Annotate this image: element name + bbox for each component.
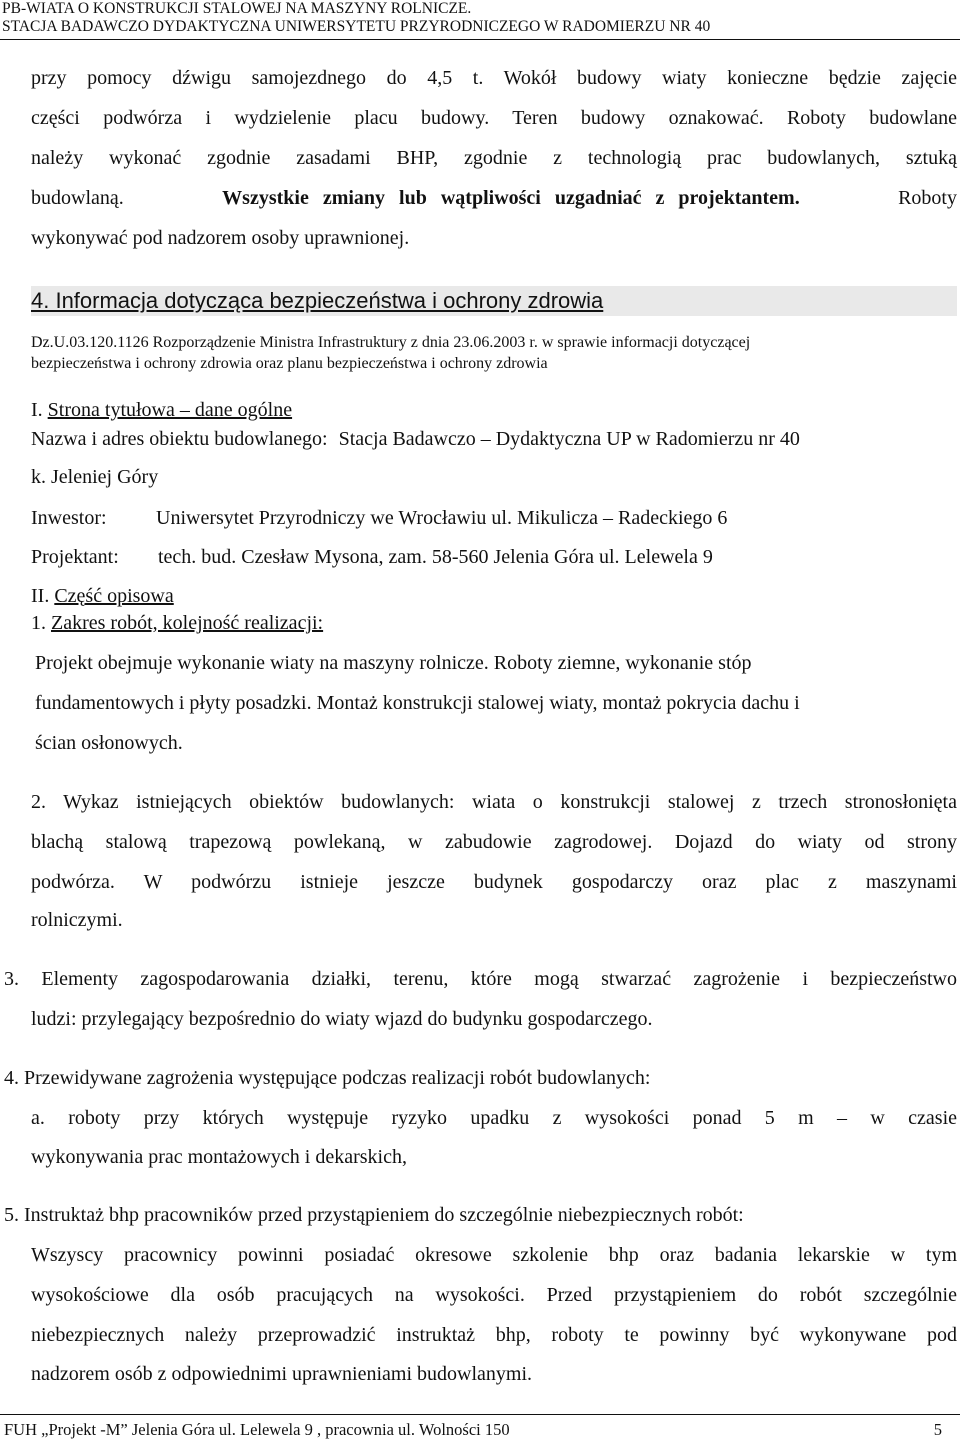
page-header (0, 0, 960, 44)
part1-number: I. (31, 399, 43, 421)
item4-line-1: 4. Przewidywane zagrożenia występujące podczas realizacji robót budowlanych: (4, 1067, 651, 1089)
item1-line-1: Projekt obejmuje wykonanie wiaty na maszyny rolnicze. Roboty ziemne, wykonanie stóp (35, 652, 752, 674)
footer-text: FUH „Projekt -M” Jelenia Góra ul. Lelewela 9 , pracownia ul. Wolności 150 (4, 1420, 510, 1439)
intro-bold-note: Wszystkie zmiany lub wątpliwości uzgadniać z projektantem. (222, 187, 800, 209)
object-name-value: Stacja Badawczo – Dydaktyczna UP w Radomierzu nr 40 (338, 428, 800, 450)
header-divider (0, 39, 960, 40)
item1-number: 1. (31, 612, 46, 634)
designer-label: Projektant: (31, 546, 119, 568)
item5-line-4: niebezpiecznych należy przeprowadzić instruktaż bhp, roboty te powinny być wykonywane pod (31, 1324, 957, 1346)
item4-line-3: wykonywania prac montażowych i dekarskich, (31, 1146, 407, 1168)
intro-line-4 (31, 186, 957, 210)
footer-divider (0, 1414, 960, 1415)
header-title: PB-WIATA O KONSTRUKCJI STALOWEJ NA MASZYNY ROLNICZE. (2, 0, 472, 17)
part2-heading (31, 584, 174, 608)
header-subtitle: STACJA BADAWCZO DYDAKTYCZNA UNIWERSYTETU PRZYRODNICZEGO W RADOMIERZU NR 40 (2, 18, 711, 35)
investor-label: Inwestor: (31, 507, 107, 529)
intro-line-1: przy pomocy dźwigu samojezdnego do 4,5 t. Wokół budowy wiaty konieczne będzie zajęcie (31, 67, 957, 89)
part1-heading (31, 398, 292, 422)
part2-heading-text: Część opisowa (54, 585, 174, 607)
item5-line-2: Wszyscy pracownicy powinni posiadać okresowe szkolenie bhp oraz badania lekarskie w tym (31, 1244, 957, 1266)
item5-line-3: wysokościowe dla osób pracujących na wysokości. Przed przystąpieniem do robót szczególnie (31, 1284, 957, 1306)
item3-line-1: 3. Elementy zagospodarowania działki, terenu, które mogą stwarzać zagrożenie i bezpieczeństwo (4, 968, 957, 990)
intro-line-4-start: budowlaną. (31, 187, 124, 209)
part1-heading-text: Strona tytułowa – dane ogólne (47, 399, 293, 421)
intro-line-2: części podwórza i wydzielenie placu budowy. Teren budowy oznakować. Roboty budowlane (31, 107, 957, 129)
item5-line-5: nadzorem osób z odpowiednimi uprawnieniami budowlanymi. (31, 1363, 533, 1385)
object-name-label: Nazwa i adres obiektu budowlanego: (31, 428, 328, 450)
item2-line-4: rolniczymi. (31, 909, 123, 931)
item1-heading-text: Zakres robót, kolejność realizacji: (51, 612, 324, 634)
item2-line-1: 2. Wykaz istniejących obiektów budowlanych: wiata o konstrukcji stalowej z trzech stronosłonięta (31, 791, 957, 813)
intro-line-3: należy wykonać zgodnie zasadami BHP, zgodnie z technologią prac budowlanych, sztuką (31, 147, 957, 169)
item1-heading (31, 611, 323, 635)
item2-line-2: blachą stalową trapezową powlekaną, w zabudowie zagrodowej. Dojazd do wiaty od strony (31, 831, 957, 853)
item1-line-2: fundamentowych i płyty posadzki. Montaż konstrukcji stalowej wiaty, montaż pokrycia dachu i (35, 692, 800, 714)
investor-value: Uniwersytet Przyrodniczy we Wrocławiu ul. Mikulicza – Radeckiego 6 (156, 507, 728, 529)
designer-value: tech. bud. Czesław Mysona, zam. 58-560 Jelenia Góra ul. Lelewela 9 (158, 546, 713, 568)
intro-line-4-end: Roboty (898, 187, 957, 209)
object-name-continued: k. Jeleniej Góry (31, 466, 159, 488)
page-number: 5 (933, 1420, 942, 1439)
intro-line-5: wykonywać pod nadzorem osoby uprawnionej. (31, 227, 410, 249)
object-name-row (31, 427, 800, 451)
regulation-line-1: Dz.U.03.120.1126 Rozporządzenie Ministra Infrastruktury z dnia 23.06.2003 r. w sprawie informacji dotyczącej (31, 334, 751, 351)
section-title (31, 286, 957, 316)
item3-line-2: ludzi: przylegający bezpośrednio do wiaty wjazd do budynku gospodarczego. (31, 1008, 653, 1030)
item2-line-3: podwórza. W podwórzu istnieje jeszcze budynek gospodarczy oraz plac z maszynami (31, 871, 957, 893)
section-title-text: 4. Informacja dotycząca bezpieczeństwa i ochrony zdrowia (31, 288, 604, 313)
item4-line-2: a. roboty przy których występuje ryzyko upadku z wysokości ponad 5 m – w czasie (31, 1107, 957, 1129)
regulation-line-2: bezpieczeństwa i ochrony zdrowia oraz planu bezpieczeństwa i ochrony zdrowia (31, 355, 548, 372)
part2-number: II. (31, 585, 50, 607)
item5-line-1: 5. Instruktaż bhp pracowników przed przystąpieniem do szczególnie niebezpiecznych robót: (4, 1204, 744, 1226)
item1-line-3: ścian osłonowych. (35, 732, 183, 754)
